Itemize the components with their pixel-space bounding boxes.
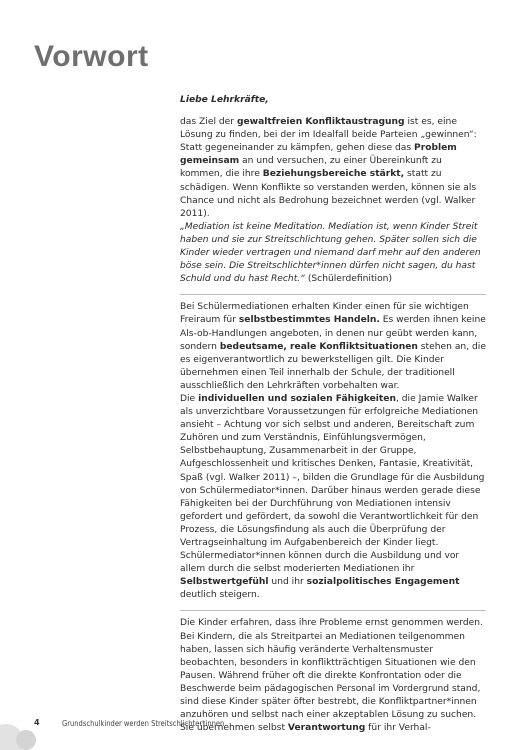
emphasis: Problem gemeinsam [180, 143, 457, 167]
page-number: 4 [34, 718, 40, 727]
text-run: deutlich steigern. [180, 590, 260, 601]
page-title: Vorwort [34, 40, 149, 73]
text-run: stehen an, die es eigenverantwortlich zu bewerkstelligen gilt. Die Kinder übernehmen einen Teil innerhalb der Schule, der traditionell ausschließlich den Lehrkräften vorbehalten war. [180, 341, 486, 391]
text-run: für ihr Verhal- [365, 723, 431, 734]
footer-book-title: Grundschulkinder werden Streitschlichter*innen [62, 719, 225, 728]
salutation: Liebe Lehrkräfte, [180, 95, 269, 105]
text-run: ist es, eine Lösung zu finden, bei der im Idealfall beide Parteien „gewinnen“: Statt gegeneinander zu kämpfen, gehen diese das [180, 117, 477, 154]
section-experience [180, 617, 486, 743]
paragraph-experience [180, 617, 486, 735]
text-run: Die Kinder erfahren, dass ihre Probleme ernst genommen werden. Bei Kindern, die als Streitpartei an Mediationen teilgenommen haben, lassen sich häufig veränderte Verhaltensmuster beobachten, besonders in konfliktträchtigen Situationen wie den Pausen. Während früher oft die direkte Konfrontation oder die Beschwerde beim pädagogischen Personal im Vordergrund stand, sind diese Kinder später öfter bestrebt, die Konfliktpartner*innen anzuhören und selbst nach einer akzeptablen Lösung zu suchen. Sie übernehmen selbst [180, 618, 483, 734]
emphasis: selbstbestimmtes Handeln. [238, 315, 380, 326]
emphasis: gewaltfreien Konfliktaustragung [236, 117, 405, 128]
text-run: , die Jamie Walker als unverzichtbare Voraussetzungen für erfolgreiche Mediationen ansieht – Achtung vor sich selbst und anderen, Bereitschaft zum Zuhören und zum Verständnis, Einfühlungsvermögen, Selbstbehauptung, Zusammenarbeit in der Gruppe, Aufgeschlossenheit und kritisches Denken, Fantasie, Kreativität, Spaß (vgl. Walker 2011) –, bilden die Grundlage für die Ausbildung von Schülermediator*innen. Darüber hinaus werden gerade diese Fähigkeiten bei der Durchführung von Mediationen intensiv gefordert und gefördert, da sowohl die Verantwortlichkeit für den Prozess, die Lösungsfindung als auch die Überprüfung der Vertragseinhaltung im Aufgabenbereich der Kinder liegt. Schülermediator*innen können durch die Ausbildung und vor allem durch die selbst moderierten Mediationen ihr [180, 393, 485, 575]
paragraph-skills [180, 393, 486, 603]
text-run: und ihr [268, 577, 307, 588]
student-quote: „Mediation ist keine Meditation. Mediation ist, wenn Kinder Streit haben und sie zur Streitschlichtung gehen. Später sollen sich die Kinder wieder vertragen und niemand darf mehr auf den anderen böse sein. Die Streitschlichter*innen dürfen nicht sagen, du hast Schuld und du hast Recht.“ [180, 221, 481, 285]
section-conflict-resolution [180, 116, 486, 295]
emphasis: individuellen und sozialen Fähigkeiten [198, 393, 396, 404]
paragraph-freedom [180, 301, 486, 393]
text-run: Es werden ihnen keine Als-ob-Handlungen angeboten, in denen nur geübt werden kann, sondern [180, 315, 486, 352]
emphasis: Beziehungsbereiche stärkt, [262, 169, 405, 180]
text-run: Bei Schülermediationen erhalten Kinder einen für sie wichtigen Freiraum für [180, 302, 469, 326]
decor-circle-small [16, 730, 36, 750]
text-run: an und versuchen, zu einer Übereinkunft zu kommen, die ihre [180, 156, 442, 180]
emphasis: Selbstwertgefühl [180, 577, 269, 588]
footer-decor-circles [0, 690, 60, 750]
emphasis: sozialpolitisches Engagement [306, 577, 460, 588]
emphasis: Verantwortung [287, 723, 366, 734]
quote-source: (Schülerdefinition) [304, 274, 393, 285]
text-run: das Ziel der [180, 117, 237, 128]
text-run: Die [180, 393, 199, 404]
section-student-mediation [180, 301, 486, 611]
body-text-column [180, 94, 486, 749]
text-run: statt zu schädigen. Wenn Konflikte so verstanden werden, können sie als Chance und nicht als Bedrohung bezeichnet werden (vgl. Walker 2011). [180, 169, 477, 219]
emphasis: bedeutsame, reale Konfliktsituationen [219, 341, 418, 352]
paragraph-goal [180, 116, 486, 221]
paragraph-quote [180, 221, 486, 286]
